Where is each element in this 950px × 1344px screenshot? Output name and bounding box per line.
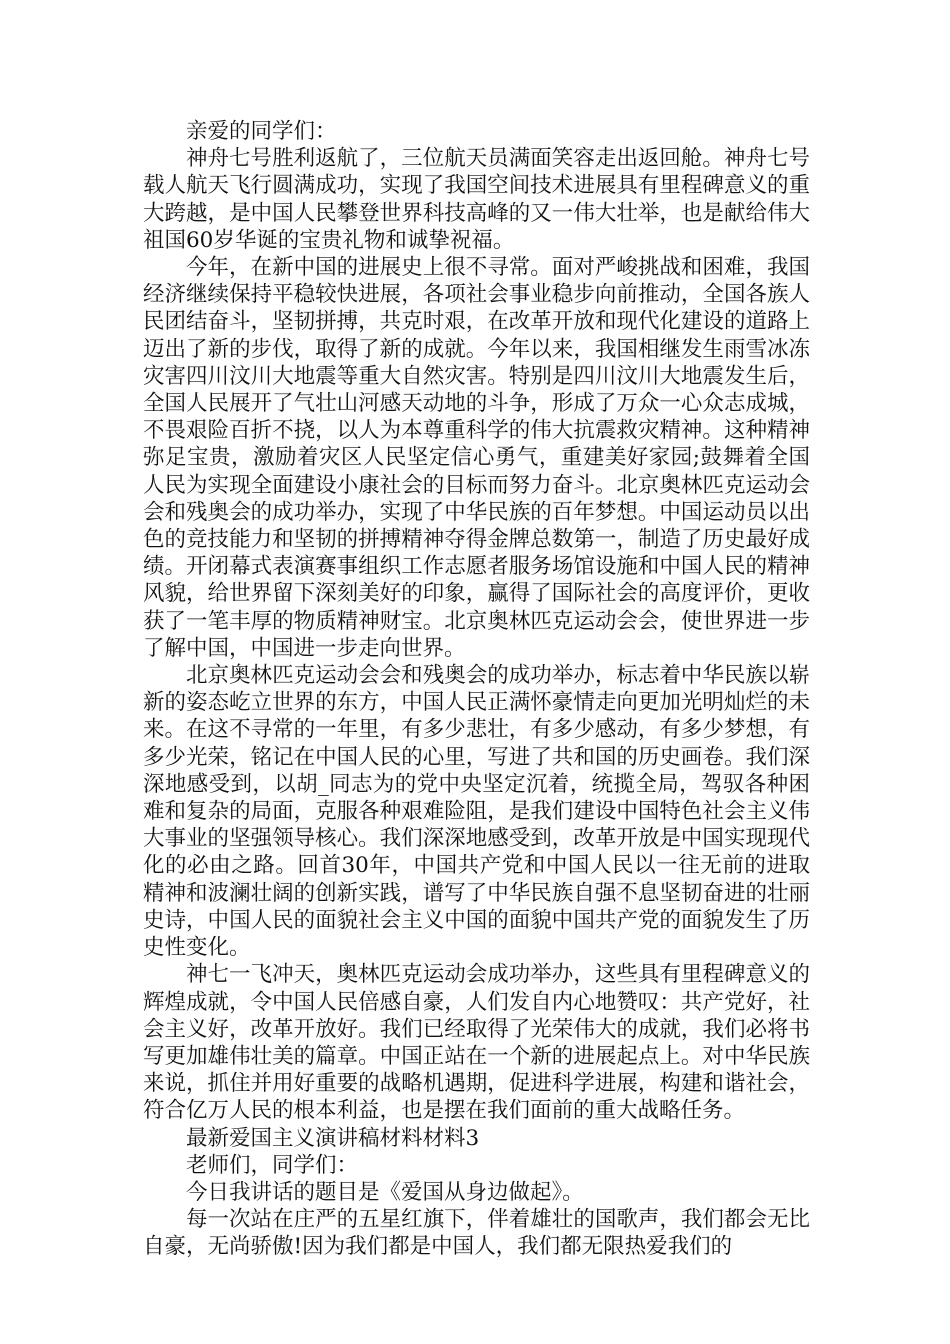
paragraph-flag: 每一次站在庄严的五星红旗下，伴着雄壮的国歌声，我们都会无比自豪，无尚骄傲!因为我们都是中国人，我们都无限热爱我们的 bbox=[143, 1207, 810, 1260]
document-page bbox=[143, 118, 810, 1261]
paragraph-this-year: 今年，在新中国的进展史上很不寻常。面对严峻挑战和困难，我国经济继续保持平稳较快进展，各项社会事业稳步向前推动，全国各族人民团结奋斗，坚韧拼搏，共克时艰，在改革开放和现代化建设的道路上迈出了新的步伐，取得了新的成就。今年以来，我国相继发生雨雪冰冻灾害四川汶川大地震等重大自然灾害。特别是四川汶川大地震发生后，全国人民展开了气壮山河感天动地的斗争，形成了万众一心众志成城，不畏艰险百折不挠，以人为本尊重科学的伟大抗震救灾精神。这种精神弥足宝贵，激励着灾区人民坚定信心勇气，重建美好家园;鼓舞着全国人民为实现全面建设小康社会的目标而努力奋斗。北京奥林匹克运动会会和残奥会的成功举办，实现了中华民族的百年梦想。中国运动员以出色的竞技能力和坚韧的拼搏精神夺得金牌总数第一，制造了历史最好成绩。开闭幕式表演赛事组织工作志愿者服务场馆设施和中国人民的精神风貌，给世界留下深刻美好的印象，赢得了国际社会的高度评价，更收获了一笔丰厚的物质精神财宝。北京奥林匹克运动会会，使世界进一步了解中国，中国进一步走向世界。 bbox=[143, 255, 810, 661]
section-heading: 最新爱国主义演讲稿材料材料3 bbox=[186, 1125, 480, 1151]
greeting-line: 亲爱的同学们： bbox=[186, 119, 337, 144]
paragraph-olympics: 北京奥林匹克运动会会和残奥会的成功举办，标志着中华民族以崭新的姿态屹立世界的东方，中国人民正满怀豪情走向更加光明灿烂的未来。在这不寻常的一年里，有多少悲壮，有多少感动，有多少梦想，有多少光荣，铭记在中国人民的心里，写进了共和国的历史画卷。我们深深地感受到，以胡_同志为的党中央坚定沉着，统揽全局，驾驭各种困难和复杂的局面，克服各种艰难险阻，是我们建设中国特色社会主义伟大事业的坚强领导核心。我们深深地感受到，改革开放是中国实现现代化的必由之路。回首30年，中国共产党和中国人民以一往无前的进取精神和波澜壮阔的创新实践，谱写了中华民族自强不息坚韧奋进的壮丽史诗，中国人民的面貌社会主义中国的面貌中国共产党的面貌发生了历史性变化。 bbox=[143, 663, 810, 961]
salutation-line: 老师们，同学们： bbox=[186, 1152, 359, 1178]
paragraph-achievements: 神七一飞冲天，奥林匹克运动会成功举办，这些具有里程碑意义的辉煌成就，令中国人民倍感自豪，人们发自内心地赞叹：共产党好，社会主义好，改革开放好。我们已经取得了光荣伟大的成就，我们必将书写更加雄伟壮美的篇章。中国正站在一个新的进展起点上。对中华民族来说，抓住并用好重要的战略机遇期，促进科学进展，构建和谐社会，符合亿万人民的根本利益，也是摆在我们面前的重大战略任务。 bbox=[143, 962, 810, 1124]
paragraph-shenzhou: 神舟七号胜利返航了，三位航天员满面笑容走出返回舱。神舟七号载人航天飞行圆满成功，实现了我国空间技术进展具有里程碑意义的重大跨越，是中国人民攀登世界科技高峰的又一伟大壮举，也是献给伟大祖国60岁华诞的宝贵礼物和诚挚祝福。 bbox=[143, 146, 810, 253]
speech-topic-line: 今日我讲话的题目是《爱国从身边做起》。 bbox=[186, 1179, 584, 1205]
